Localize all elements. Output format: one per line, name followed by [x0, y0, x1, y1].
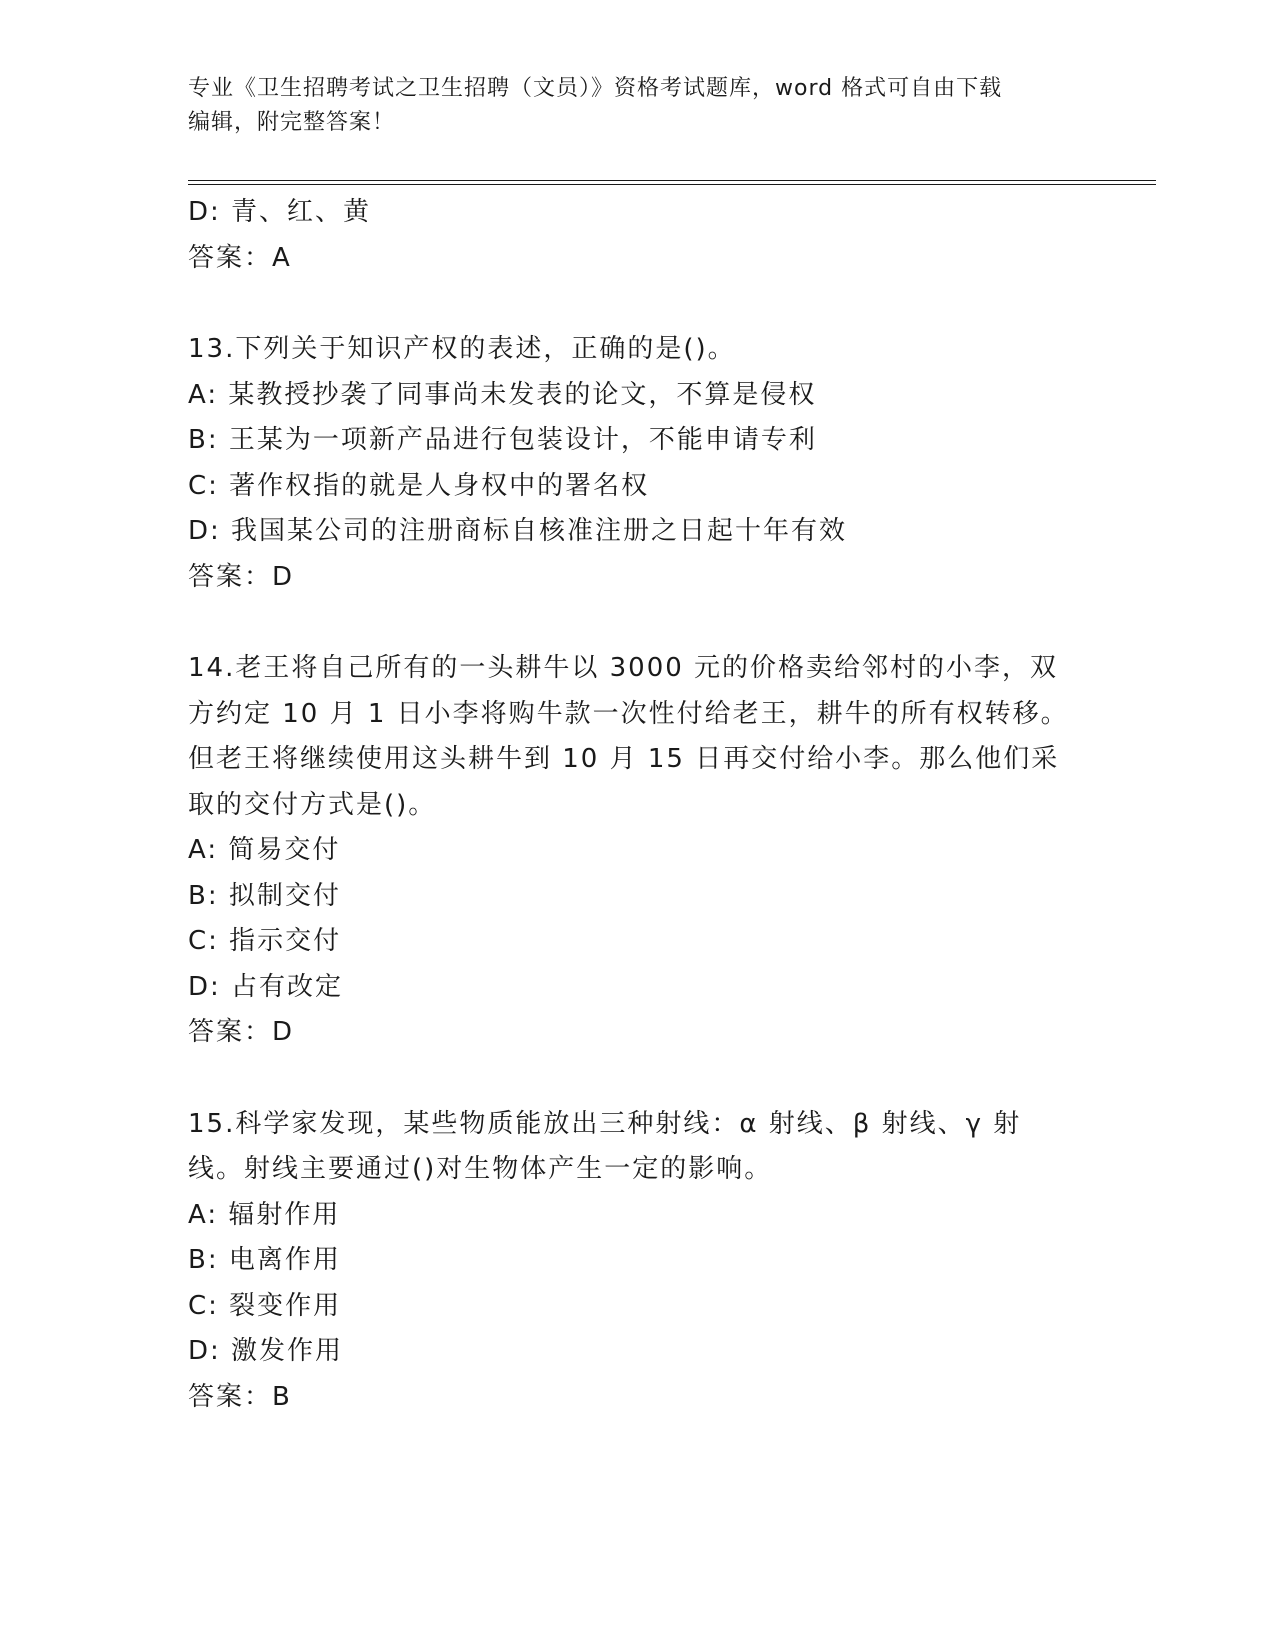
option-b: B: 电离作用 — [188, 1245, 341, 1275]
question-stem-line: 方约定 10 月 1 日小李将购牛款一次性付给老王，耕牛的所有权转移。 — [188, 698, 1069, 729]
option-a: A: 辐射作用 — [188, 1199, 341, 1230]
option-d: D: 青、红、黄 — [188, 197, 372, 227]
question-stem-line: 线。射线主要通过()对生物体产生一定的影响。 — [188, 1154, 773, 1184]
option-b: B: 王某为一项新产品进行包装设计，不能申请专利 — [188, 425, 817, 455]
option-c: C: 指示交付 — [188, 926, 342, 956]
answer: 答案：B — [188, 1381, 292, 1412]
option-c: C: 裂变作用 — [188, 1290, 342, 1321]
header-divider-top — [188, 180, 1156, 181]
option-a: A: 某教授抄袭了同事尚未发表的论文，不算是侵权 — [188, 379, 817, 410]
option-d: D: 我国某公司的注册商标自核准注册之日起十年有效 — [188, 516, 848, 546]
question-content — [188, 190, 1088, 1420]
answer: 答案：D — [188, 1017, 295, 1047]
option-d: D: 占有改定 — [188, 971, 344, 1002]
answer: 答案：A — [188, 242, 292, 273]
option-a: A: 简易交付 — [188, 835, 341, 865]
question-stem-line: 13.下列关于知识产权的表述，正确的是()。 — [188, 334, 736, 364]
previous-question-tail — [188, 190, 1088, 281]
header-line-1: 专业《卫生招聘考试之卫生招聘（文员）》资格考试题库，word 格式可自由下载 — [188, 76, 1003, 101]
spacer — [188, 1056, 1088, 1102]
question-stem-line: 取的交付方式是()。 — [188, 789, 437, 820]
header-line-2: 编辑，附完整答案！ — [188, 110, 396, 135]
question-stem-line: 14.老王将自己所有的一头耕牛以 3000 元的价格卖给邻村的小李，双 — [188, 653, 1059, 683]
option-c: C: 著作权指的就是人身权中的署名权 — [188, 470, 650, 501]
answer: 答案：D — [188, 561, 295, 592]
spacer — [188, 600, 1088, 646]
option-b: B: 拟制交付 — [188, 880, 341, 911]
question-15 — [188, 1102, 1088, 1421]
question-stem-line: 15.科学家发现，某些物质能放出三种射线：α 射线、β 射线、γ 射 — [188, 1108, 1022, 1139]
option-d: D: 激发作用 — [188, 1336, 344, 1366]
question-13 — [188, 327, 1088, 600]
question-14 — [188, 646, 1088, 1056]
document-header — [188, 72, 1088, 140]
spacer — [188, 281, 1088, 327]
question-stem-line: 但老王将继续使用这头耕牛到 10 月 15 日再交付给小李。那么他们采 — [188, 744, 1060, 774]
header-divider-bottom — [188, 184, 1156, 185]
